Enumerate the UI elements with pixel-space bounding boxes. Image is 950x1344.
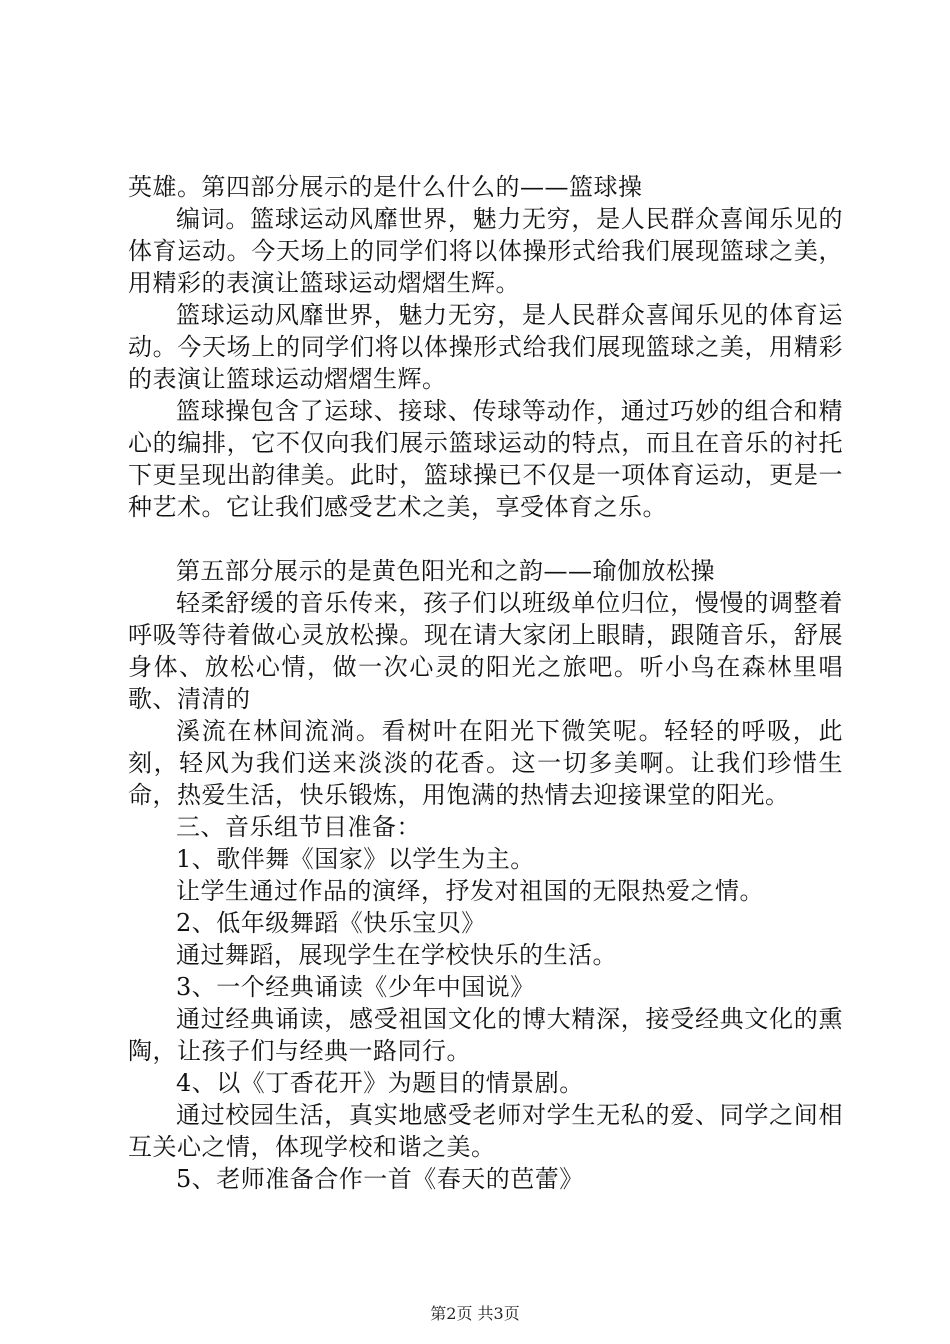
- list-item-classic-recitation-description: 通过经典诵读，感受祖国文化的博大精深，接受经典文化的熏陶，让孩子们与经典一路同行。: [128, 1005, 843, 1065]
- paragraph-basketball-description: 篮球操包含了运球、接球、传球等动作，通过巧妙的组合和精心的编排，它不仅向我们展示篮球运动的特点，而且在音乐的衬托下更呈现出韵律美。此时，篮球操已不仅是一项体育运动，更是一种艺术。它让我们感受艺术之美，享受体育之乐。: [128, 397, 843, 521]
- paragraph-basketball-heading-tail: 英雄。第四部分展示的是什么什么的——篮球操: [128, 173, 643, 201]
- list-item-junior-dance-description: 通过舞蹈，展现学生在学校快乐的生活。: [176, 941, 617, 969]
- paragraph-yoga-continued: 溪流在林间流淌。看树叶在阳光下微笑呢。轻轻的呼吸，此刻，轻风为我们送来淡淡的花香。这一切多美啊。让我们珍惜生命，热爱生活，快乐锻炼，用饱满的热情去迎接课堂的阳光。: [128, 717, 843, 809]
- document-body: [128, 171, 843, 1195]
- list-item-sketch: 4、以《丁香花开》为题目的情景剧。: [176, 1069, 584, 1097]
- list-item-junior-dance: 2、低年级舞蹈《快乐宝贝》: [176, 909, 486, 937]
- list-item-classic-recitation: 3、一个经典诵读《少年中国说》: [176, 973, 535, 1001]
- page-footer: [0, 1304, 950, 1324]
- paragraph-basketball-repeat: 篮球运动风靡世界，魅力无穷，是人民群众喜闻乐见的体育运动。今天场上的同学们将以体操形式给我们展现篮球之美，用精彩的表演让篮球运动熠熠生辉。: [128, 301, 843, 393]
- list-item-sketch-description: 通过校园生活，真实地感受老师对学生无私的爱、同学之间相互关心之情，体现学校和谐之美。: [128, 1101, 843, 1161]
- paragraph-part-five-heading: 第五部分展示的是黄色阳光和之韵——瑜伽放松操: [176, 557, 715, 585]
- paragraph-yoga-intro: 轻柔舒缓的音乐传来，孩子们以班级单位归位，慢慢的调整着呼吸等待着做心灵放松操。现在请大家闭上眼睛，跟随音乐，舒展身体、放松心情，做一次心灵的阳光之旅吧。听小鸟在森林里唱歌、清清的: [128, 589, 843, 713]
- paragraph-basketball-intro: 编词。篮球运动风靡世界，魅力无穷，是人民群众喜闻乐见的体育运动。今天场上的同学们将以体操形式给我们展现篮球之美，用精彩的表演让篮球运动熠熠生辉。: [128, 205, 843, 297]
- list-item-teacher-song: 5、老师准备合作一首《春天的芭蕾》: [176, 1165, 584, 1193]
- list-item-song-dance-description: 让学生通过作品的演绎，抒发对祖国的无限热爱之情。: [176, 877, 764, 905]
- page-number-indicator: 第2页 共3页: [430, 1304, 520, 1323]
- paragraph-music-group-heading: 三、音乐组节目准备：: [176, 813, 421, 841]
- list-item-song-dance: 1、歌伴舞《国家》以学生为主。: [176, 845, 535, 873]
